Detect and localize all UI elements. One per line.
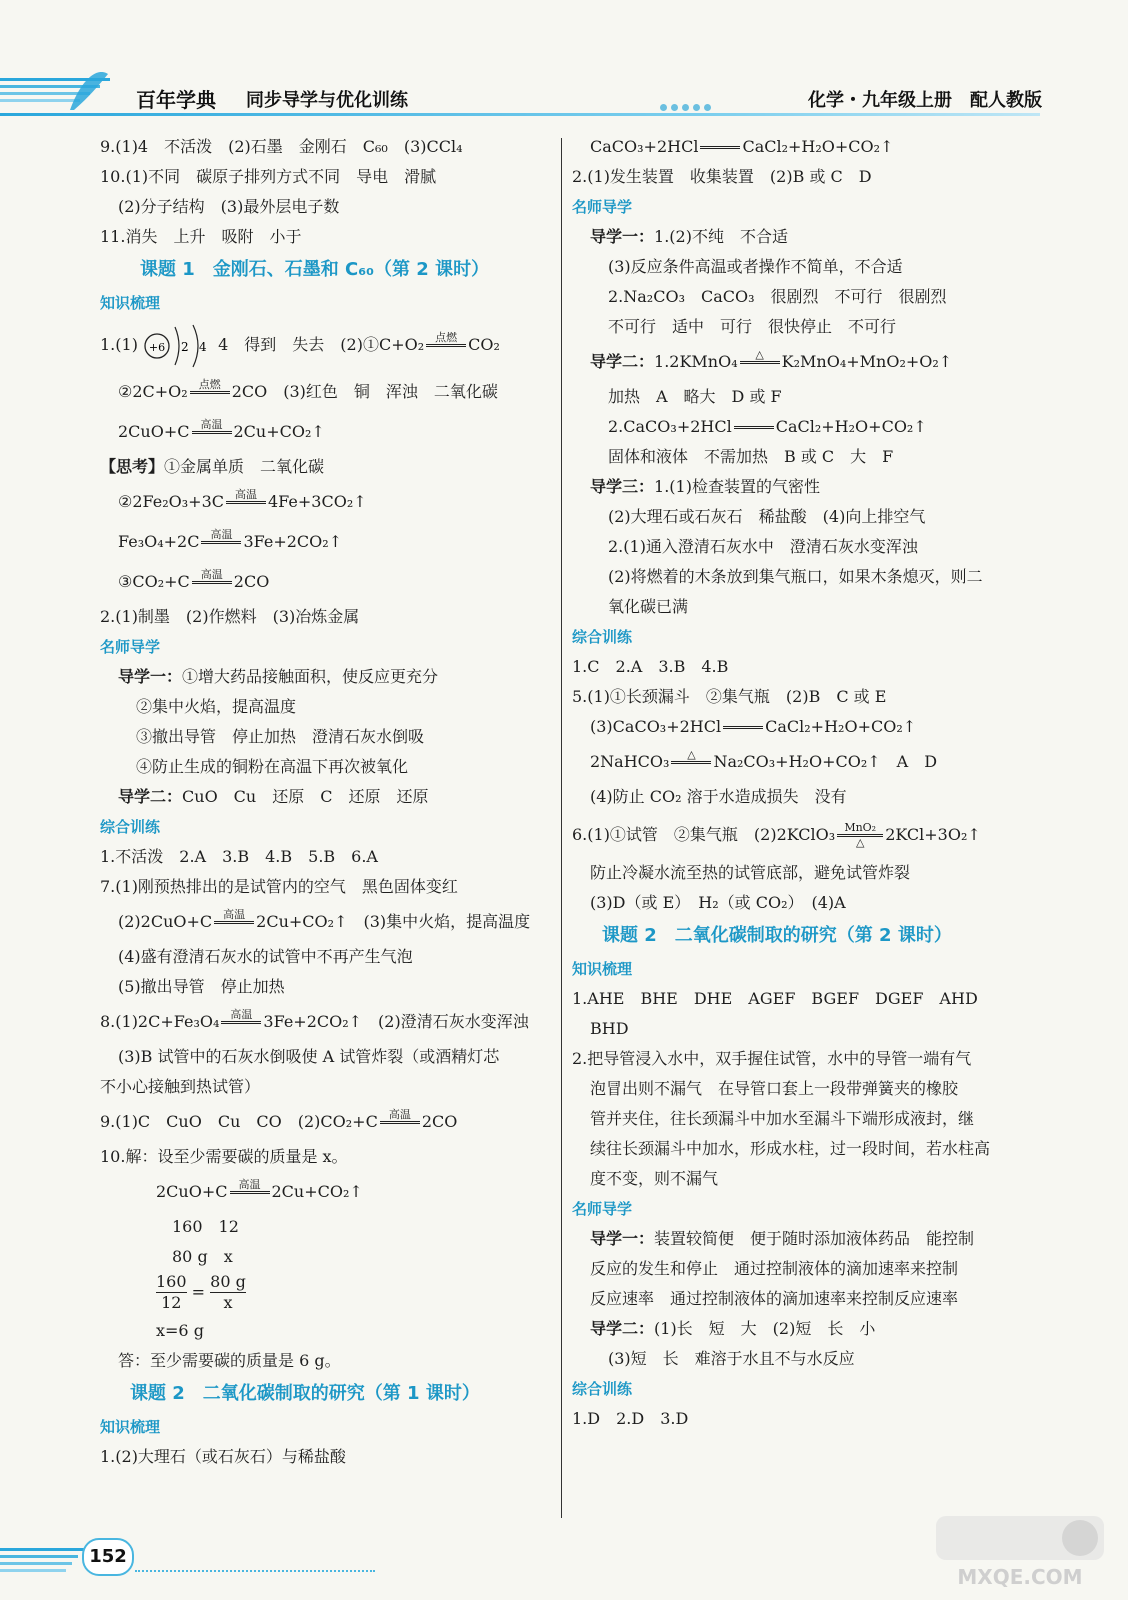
lesson-title: 课题 2 二氧化碳制取的研究（第 1 课时） <box>130 1383 480 1404</box>
equation-line: 2CuO+C 高温 2Cu+CO₂↑ <box>100 412 550 452</box>
right-column <box>572 132 1032 1434</box>
answer-line: 9.(1)4 不活泼 (2)石墨 金刚石 C₆₀ (3)CCl₄ <box>100 137 463 156</box>
guide-label: 导学三： <box>590 477 655 496</box>
equation-line: 6.(1)①试管 ②集气瓶 (2)2KClO₃ MnO₂ △ 2KCl+3O₂↑ <box>572 821 981 849</box>
lesson-title: 课题 1 金刚石、石墨和 C₆₀（第 2 课时） <box>140 259 490 280</box>
answer-line: 10.(1)不同 碳原子排列方式不同 导电 滑腻 <box>100 167 437 186</box>
guide-line: 导学一：1.(2)不纯 不合适 <box>590 227 788 246</box>
reaction-condition: 高温 <box>214 909 254 936</box>
section-heading: 综合训练 <box>572 628 633 646</box>
answer-line: (2)将燃着的木条放到集气瓶口，如果木条熄灭，则二 <box>608 567 983 586</box>
answer-line: 固体和液体 不需加热 B 或 C 大 F <box>608 447 894 466</box>
header-book-info: 化学・九年级上册 配人教版 <box>808 90 1042 111</box>
page-header <box>0 0 1128 120</box>
watermark-logo <box>930 1512 1110 1592</box>
answer-line: (4)防止 CO₂ 溶于水造成损失 没有 <box>590 787 847 806</box>
reaction-condition <box>734 414 774 441</box>
reaction-condition: △ <box>671 749 711 776</box>
answer-line: 续往长颈漏斗中加水，形成水柱，过一段时间，若水柱高 <box>590 1139 991 1158</box>
answer-line: x=6 g <box>156 1321 204 1340</box>
section-heading: 综合训练 <box>100 818 161 836</box>
equation-line: 2CuO+C 高温 2Cu+CO₂↑ <box>100 1172 550 1212</box>
answer-line: 管并夹住，往长颈漏斗中加水至漏斗下端形成液封，继 <box>590 1109 975 1128</box>
reaction-condition: 高温 <box>201 529 241 556</box>
section-heading: 综合训练 <box>572 1380 633 1398</box>
equation-line: (3)CaCO₃+2HCl CaCl₂+H₂O+CO₂↑ <box>572 712 1032 742</box>
answer-line: 1.D 2.D 3.D <box>572 1409 689 1428</box>
guide-label: 导学二： <box>118 787 183 806</box>
answer-line: 1.AHE BHE DHE AGEF BGEF DGEF AHD <box>572 989 978 1008</box>
header-brand: 百年学典 <box>136 88 216 112</box>
answer-line: (4)盛有澄清石灰水的试管中不再产生气泡 <box>118 947 413 966</box>
ratio-line: 160 12 <box>172 1217 239 1236</box>
answer-line: (3)B 试管中的石灰水倒吸使 A 试管炸裂（或酒精灯芯 <box>118 1047 500 1066</box>
answer-line: 加热 A 略大 D 或 F <box>608 387 782 406</box>
answer-line: (2)分子结构 (3)最外层电子数 <box>118 197 340 216</box>
guide-label: 导学一： <box>590 1229 655 1248</box>
guide-label: 导学一： <box>590 227 655 246</box>
answer-line: 1.C 2.A 3.B 4.B <box>572 657 729 676</box>
answer-text: CO₂ <box>468 335 500 354</box>
answer-line: 反应速率 通过控制液体的滴加速率来控制反应速率 <box>590 1289 959 1308</box>
answer-line: 10.解：设至少需要碳的质量是 x。 <box>100 1147 348 1166</box>
reaction-condition: 高温 <box>380 1109 420 1136</box>
answer-line: 2.把导管浸入水中，双手握住试管，水中的导管一端有气 <box>572 1049 972 1068</box>
header-subtitle: 同步导学与优化训练 <box>246 90 408 111</box>
guide-line: 导学一：①增大药品接触面积，使反应更充分 <box>118 667 439 686</box>
answer-line-atom <box>100 318 550 372</box>
section-heading: 名师导学 <box>572 198 633 216</box>
section-heading: 知识梳理 <box>100 1418 161 1436</box>
answer-line: BHD <box>590 1019 629 1038</box>
reaction-condition: 高温 <box>221 1009 261 1036</box>
reaction-condition <box>723 714 763 741</box>
reaction-condition: 点燃 <box>190 379 230 406</box>
atom-nucleus-label: +6 <box>148 340 166 354</box>
think-line: 【思考】①金属单质 二氧化碳 <box>100 457 325 476</box>
guide-label: 导学二： <box>590 1319 655 1338</box>
footer-stripes-decoration <box>0 1540 90 1580</box>
equation-line: (2)2CuO+C 高温 2Cu+CO₂↑ (3)集中火焰，提高温度 <box>100 902 550 942</box>
atom-shell-2: 4 <box>199 339 207 354</box>
reaction-condition: 高温 <box>226 489 266 516</box>
footer-dotted-line <box>135 1570 375 1572</box>
answer-line: 氧化碳已满 <box>608 597 689 616</box>
answer-line: ②集中火焰，提高温度 <box>136 697 297 716</box>
answer-line: 度不变，则不漏气 <box>590 1169 719 1188</box>
header-stripes-decoration <box>0 72 120 112</box>
answer-line: 2.(1)通入澄清石灰水中 澄清石灰水变浑浊 <box>608 537 918 556</box>
header-rule <box>0 113 1040 116</box>
guide-line: 导学二：(1)长 短 大 (2)短 长 小 <box>590 1319 876 1338</box>
watermark-text: MXQE.COM <box>957 1565 1083 1589</box>
answer-line: 7.(1)刚预热排出的是试管内的空气 黑色固体变红 <box>100 877 458 896</box>
equation-line: 8.(1)2C+Fe₃O₄ 高温 3Fe+2CO₂↑ (2)澄清石灰水变浑浊 <box>100 1002 550 1042</box>
reaction-condition <box>700 134 740 161</box>
answer-line: 不可行 适中 可行 很快停止 不可行 <box>608 317 897 336</box>
answer-line: (2)大理石或石灰石 稀盐酸 (4)向上排空气 <box>608 507 926 526</box>
lesson-title: 课题 2 二氧化碳制取的研究（第 2 课时） <box>602 925 952 946</box>
guide-label: 导学二： <box>590 352 655 371</box>
fraction-left: $\frac{160}{12}$ <box>156 1272 187 1312</box>
guide-line: 导学二：1.2KMnO₄ △ K₂MnO₄+MnO₂+O₂↑ <box>572 342 1032 382</box>
atom-shell-1: 2 <box>181 339 189 354</box>
guide-line: 导学一：装置较简便 便于随时添加液体药品 能控制 <box>590 1229 975 1248</box>
answer-line: 反应的发生和停止 通过控制液体的滴加速率来控制 <box>590 1259 959 1278</box>
answer-text: 4 得到 失去 (2)①C+O₂ <box>218 335 425 354</box>
answer-line: 2.Na₂CO₃ CaCO₃ 很剧烈 不可行 很剧烈 <box>608 287 947 306</box>
fraction-right: $\frac{80 g}{x}$ <box>210 1272 246 1312</box>
equation-line: CaCO₃+2HCl CaCl₂+H₂O+CO₂↑ <box>572 132 1032 162</box>
guide-line: 导学二：CuO Cu 还原 C 还原 还原 <box>118 787 429 806</box>
answer-line: 泡冒出则不漏气 在导管口套上一段带弹簧夹的橡胶 <box>590 1079 959 1098</box>
equation-line: Fe₃O₄+2C 高温 3Fe+2CO₂↑ <box>100 522 550 562</box>
answer-line: 不小心接触到热试管） <box>100 1077 261 1096</box>
answer-line: (3)D（或 E） H₂（或 CO₂） (4)A <box>590 893 846 912</box>
reaction-condition: MnO₂ △ <box>837 822 883 849</box>
fraction-line: $\frac{160}{12}$ = $\frac{80 g}{x}$ <box>156 1272 246 1312</box>
equation-line: 9.(1)C CuO Cu CO (2)CO₂+C 高温 2CO <box>100 1102 550 1142</box>
answer-line: (3)反应条件高温或者操作不简单，不合适 <box>608 257 903 276</box>
answer-line: 答：至少需要碳的质量是 6 g。 <box>118 1351 341 1370</box>
equation-line: ②2Fe₂O₃+3C 高温 4Fe+3CO₂↑ <box>100 482 550 522</box>
atom-structure-icon <box>143 321 213 371</box>
answer-line: 5.(1)①长颈漏斗 ②集气瓶 (2)B C 或 E <box>572 687 887 706</box>
answer-line: 1.不活泼 2.A 3.B 4.B 5.B 6.A <box>100 847 378 866</box>
answer-line: (3)短 长 难溶于水且不与水反应 <box>608 1349 855 1368</box>
column-divider <box>561 138 562 1518</box>
answer-line: 防止冷凝水流至热的试管底部，避免试管炸裂 <box>590 863 911 882</box>
answer-line: ④防止生成的铜粉在高温下再次被氧化 <box>136 757 409 776</box>
left-column <box>100 132 550 1472</box>
equation-line: ③CO₂+C 高温 2CO <box>100 562 550 602</box>
reaction-condition: 高温 <box>192 569 232 596</box>
reaction-condition: 高温 <box>230 1179 270 1206</box>
answer-line: 2.(1)制墨 (2)作燃料 (3)冶炼金属 <box>100 607 360 626</box>
answer-line: ③撤出导管 停止加热 澄清石灰水倒吸 <box>136 727 425 746</box>
equation-line: ②2C+O₂ 点燃 2CO (3)红色 铜 浑浊 二氧化碳 <box>100 372 550 412</box>
answer-line: 1.(2)大理石（或石灰石）与稀盐酸 <box>100 1447 346 1466</box>
ratio-line: 80 g x <box>172 1247 233 1266</box>
section-heading: 名师导学 <box>572 1200 633 1218</box>
think-label: 【思考】 <box>100 457 165 476</box>
reaction-condition: △ <box>740 349 780 376</box>
guide-line: 导学三：1.(1)检查装置的气密性 <box>590 477 820 496</box>
equation-line: 2NaHCO₃ △ Na₂CO₃+H₂O+CO₂↑ A D <box>572 742 1032 782</box>
guide-label: 导学一： <box>118 667 183 686</box>
answer-line: 11.消失 上升 吸附 小于 <box>100 227 302 246</box>
reaction-condition: 点燃 <box>426 332 466 359</box>
page-number: 152 <box>82 1538 134 1576</box>
section-heading: 知识梳理 <box>572 960 633 978</box>
answer-prefix: 1.(1) <box>100 335 138 354</box>
answer-line: 2.(1)发生装置 收集装置 (2)B 或 C D <box>572 167 872 186</box>
answer-line: (5)撤出导管 停止加热 <box>118 977 285 996</box>
section-heading: 名师导学 <box>100 638 161 656</box>
reaction-condition: 高温 <box>192 419 232 446</box>
section-heading: 知识梳理 <box>100 294 161 312</box>
equation-line: 2.CaCO₃+2HCl CaCl₂+H₂O+CO₂↑ <box>572 412 1032 442</box>
